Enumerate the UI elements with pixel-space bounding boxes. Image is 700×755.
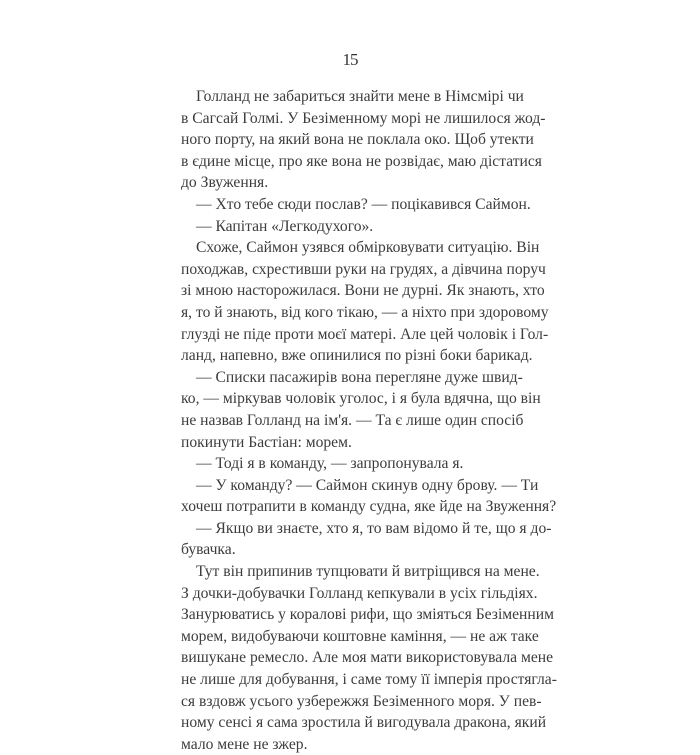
text-line: в єдине місце, про яке вона не розвідає, маю дістатися	[181, 152, 542, 170]
text-line: не назвав Голланд на ім'я. — Та є лише один спосіб	[181, 411, 524, 429]
text-line: ко, — міркував чоловік уголос, і я була вдячна, що він	[181, 390, 541, 408]
text-line: морем, видобуваючи коштовне каміння, — не аж таке	[181, 627, 539, 645]
text-line: я, то й знають, від кого тікаю, — а ніхто при здоровому	[181, 303, 549, 321]
page-number: 15	[342, 50, 358, 69]
text-line: бувачка.	[181, 541, 236, 559]
text-line: — Хто тебе сюди послав? — поцікавився Саймон.	[196, 195, 531, 213]
text-line: Схоже, Саймон узявся обмірковувати ситуацію. Він	[196, 239, 540, 257]
text-line: не лише для добування, і саме тому її імперія простягла-	[181, 671, 557, 689]
text-line: хочеш потрапити в команду судна, яке йде на Звуження?	[181, 498, 557, 516]
text-line: Занурюватись у коралові рифи, що зміяться Безіменним	[181, 606, 554, 624]
text-line: ному сенсі я сама зростила й вигодувала дракона, який	[181, 714, 547, 732]
text-line: мало мене не зжер.	[181, 735, 308, 753]
text-line: З дочки-добувачки Голланд кепкували в усіх гільдіях.	[181, 584, 538, 602]
text-line: — Капітан «Легкодухого».	[196, 217, 374, 235]
text-line: в Сагсай Голмі. У Безіменному морі не лишилося жод-	[181, 109, 546, 127]
text-line: покинути Бастіан: морем.	[181, 433, 352, 451]
body-text	[181, 86, 557, 755]
text-line: ся вздовж усього узбережжя Безіменного моря. У пев-	[181, 692, 542, 710]
text-line: вишукане ремесло. Але моя мати використовувала мене	[181, 649, 554, 667]
text-line: — Якщо ви знаєте, хто я, то вам відомо й те, що я до-	[196, 519, 552, 537]
text-line: до Звуження.	[181, 174, 269, 192]
text-line: — Тоді я в команду, — запропонувала я.	[196, 455, 464, 473]
text-line: Голланд не забариться знайти мене в Німсмірі чи	[196, 88, 524, 105]
text-line: походжав, схрестивши руки на грудях, а дівчина поруч	[181, 260, 546, 278]
text-line: зі мною насторожилася. Вони не дурні. Як знають, хто	[181, 282, 545, 300]
text-line: ланд, напевно, вже опинилися по різні боки барикад.	[181, 347, 533, 365]
text-line: ного порту, на який вона не поклала око. Щоб утекти	[181, 131, 534, 149]
text-line: — Списки пасажирів вона перегляне дуже швид-	[196, 368, 523, 386]
text-line: Тут він припинив тупцювати й витріщився на мене.	[196, 563, 540, 581]
text-line: — У команду? — Саймон скинув одну брову. — Ти	[196, 476, 539, 494]
text-line: глузді не піде проти моєї матері. Але цей чоловік і Гол-	[181, 325, 549, 343]
